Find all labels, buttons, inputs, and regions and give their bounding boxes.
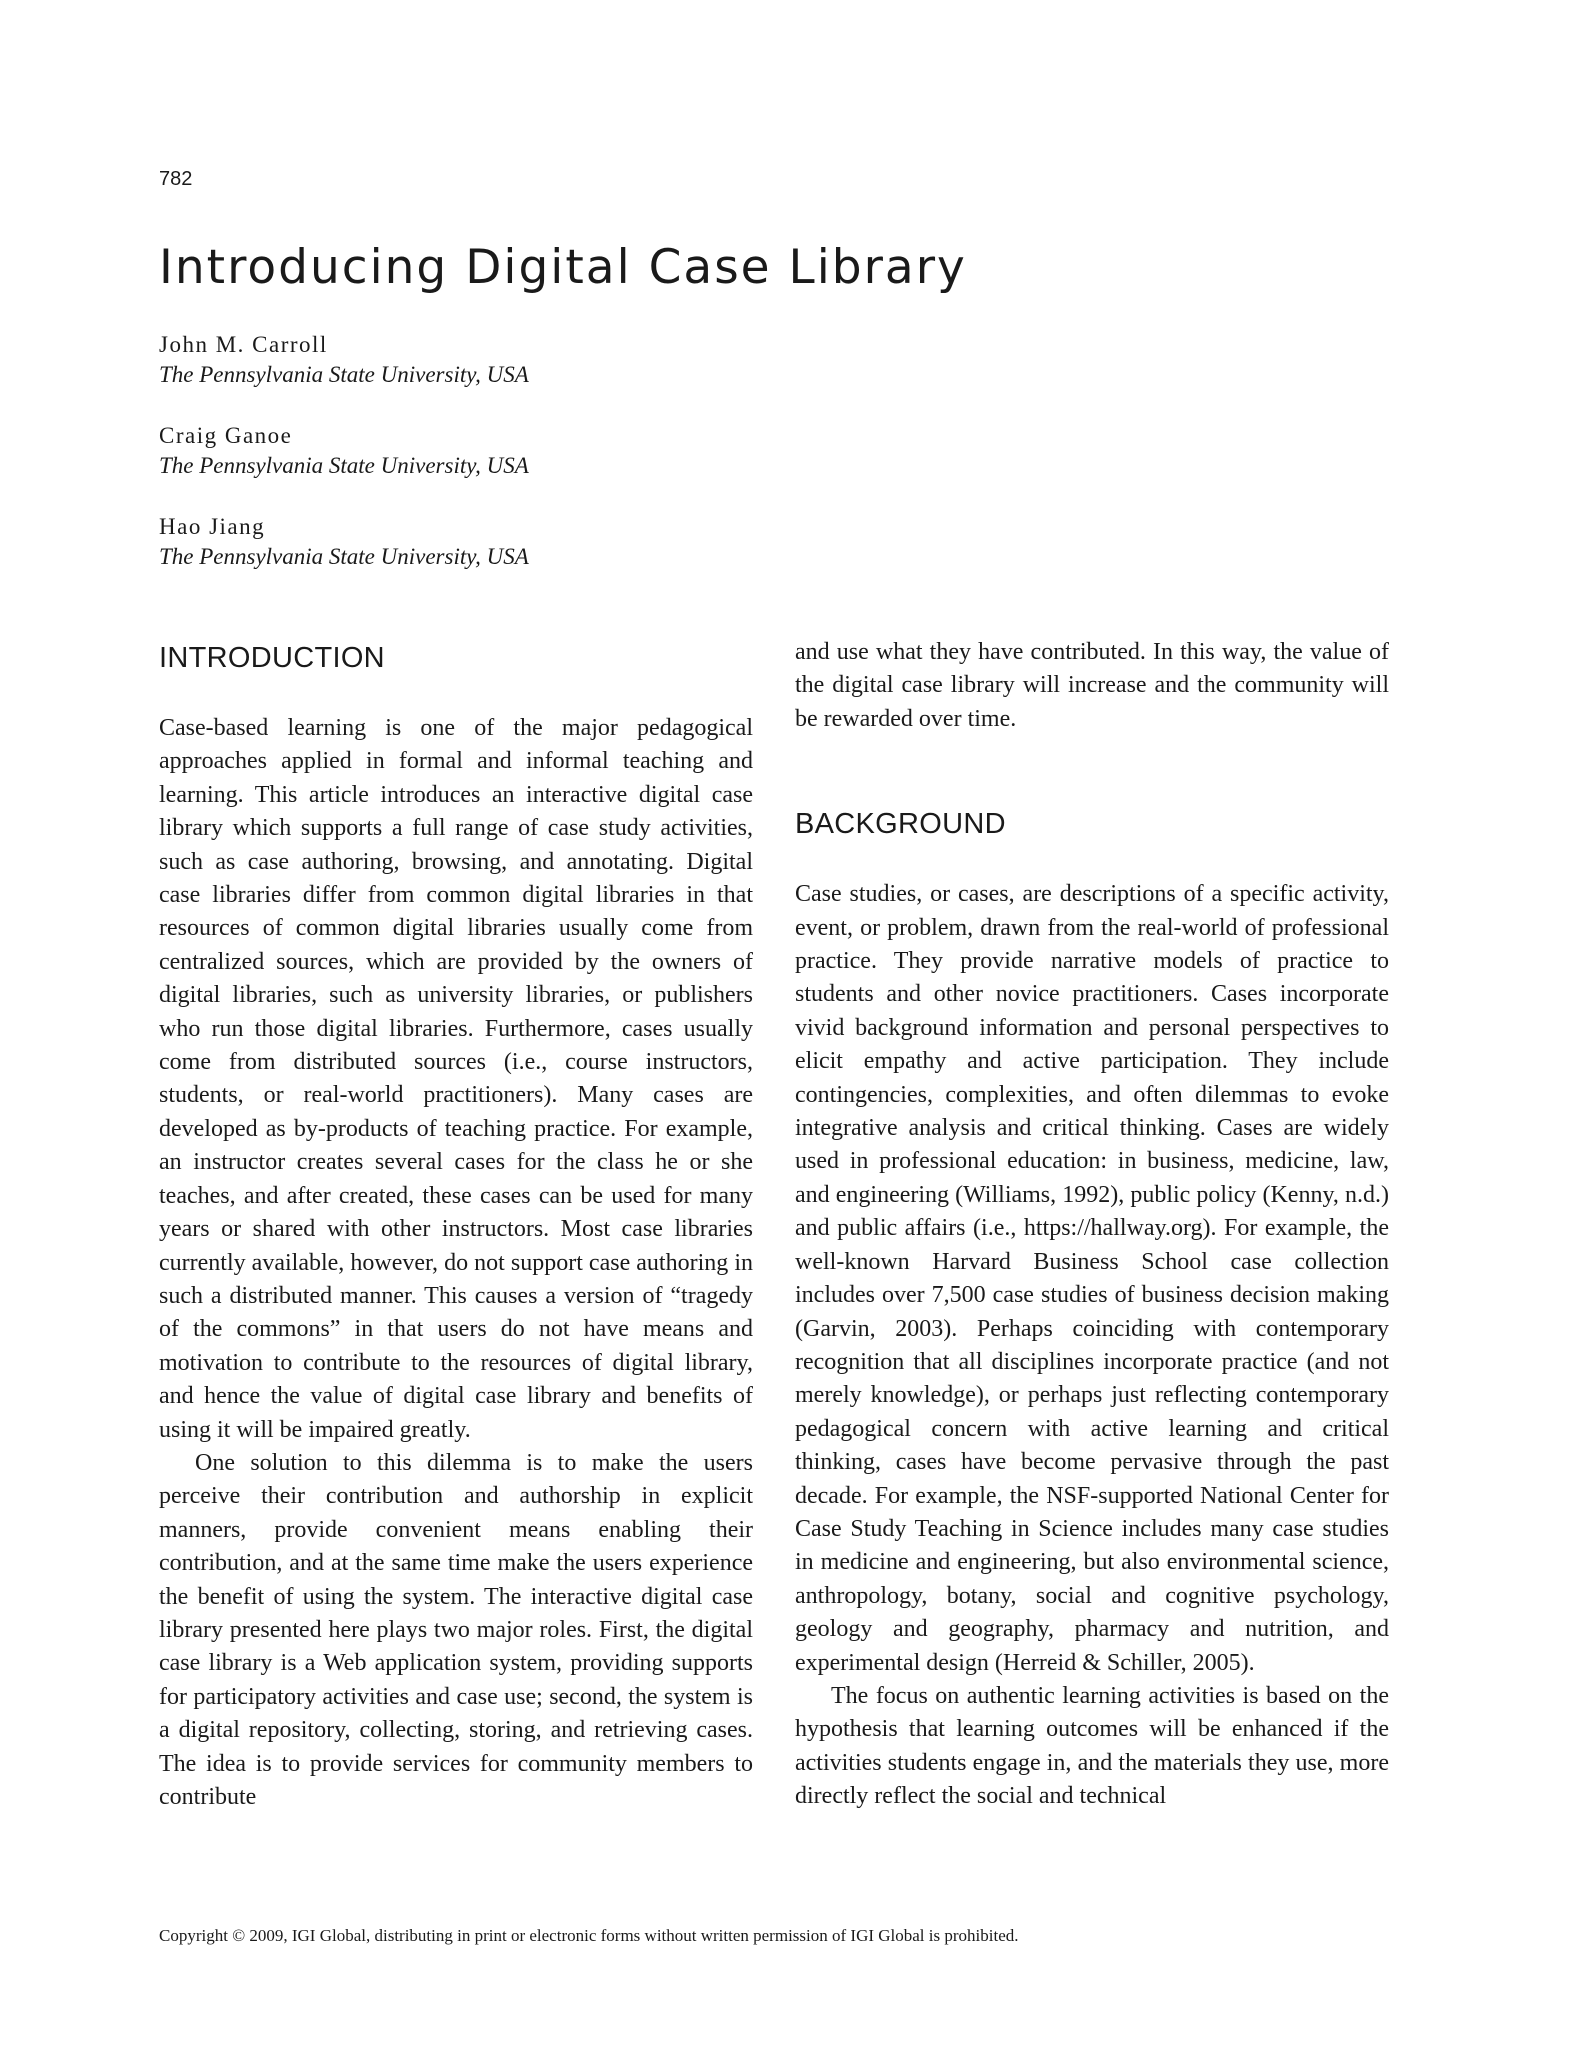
author-affiliation: The Pennsylvania State University, USA bbox=[159, 362, 529, 387]
left-column bbox=[159, 636, 753, 1814]
introduction-heading: INTRODUCTION bbox=[159, 642, 385, 674]
author-affiliation: The Pennsylvania State University, USA bbox=[159, 544, 529, 569]
author-affiliation: The Pennsylvania State University, USA bbox=[159, 453, 529, 478]
introduction-continuation-paragraph: and use what they have contributed. In this way, the value of the digital case library will increase and the community will be rewarded over time. bbox=[795, 639, 1389, 732]
background-paragraph: The focus on authentic learning activities is based on the hypothesis that learning outcomes will be enhanced if the activities students engage in, and the materials they use, more directly reflect the social and technical bbox=[795, 1682, 1389, 1810]
page-number: 782 bbox=[159, 168, 193, 190]
author-list bbox=[159, 330, 859, 603]
author-block bbox=[159, 330, 859, 390]
introduction-paragraph: One solution to this dilemma is to make the users perceive their contribution and authorship in explicit manners, provide convenient means enabling their contribution, and at the same time make the users experience the benefit of using the system. The interactive digital case library presented here plays two major roles. First, the digital case library is a Web application system, providing supports for participatory activities and case use; second, the system is a digital repository, collecting, storing, and retrieving cases. The idea is to provide services for community members to contribute bbox=[159, 1449, 753, 1810]
introduction-paragraph: Case-based learning is one of the major pedagogical approaches applied in formal and informal teaching and learning. This article introduces an interactive digital case library which supports a full range of case study activities, such as case authoring, browsing, and annotating. Digital case libraries differ from common digital libraries in that resources of common digital libraries usually come from centralized sources, which are provided by the owners of digital libraries, such as university libraries, or publishers who run those digital libraries. Furthermore, cases usually come from distributed sources (i.e., course instructors, students, or real-world practitioners). Many cases are developed as by-products of teaching practice. For example, an instructor creates several cases for the class he or she teaches, and after created, these cases can be used for many years or shared with other instructors. Most case libraries currently available, however, do not support case authoring in such a distributed manner. This causes a version of “tragedy of the commons” in that users do not have means and motivation to contribute to the resources of digital library, and hence the value of digital case library and benefits of using it will be impaired greatly. bbox=[159, 715, 753, 1443]
author-name: John M. Carroll bbox=[159, 332, 328, 357]
background-heading: BACKGROUND bbox=[795, 808, 1006, 841]
author-block bbox=[159, 421, 859, 481]
background-paragraph: Case studies, or cases, are descriptions of a specific activity, event, or problem, drawn from the real-world of professional practice. They provide narrative models of practice to students and other novice practitioners. Cases incorporate vivid background information and personal perspectives to elicit empathy and active participation. They include contingencies, complexities, and often dilemmas to evoke integrative analysis and critical thinking. Cases are widely used in professional education: in business, medicine, law, and engineering (Williams, 1992), public policy (Kenny, n.d.) and public affairs (i.e., https://hallway.org). For example, the well-known Harvard Business School case collection includes over 7,500 case studies of business decision making (Garvin, 2003). Perhaps coinciding with contemporary recognition that all disciplines incorporate practice (and not merely knowledge), or perhaps just reflecting contemporary pedagogical concern with active learning and critical thinking, cases have become pervasive through the past decade. For example, the NSF-supported National Center for Case Study Teaching in Science includes many case studies in medicine and engineering, but also environmental science, anthropology, botany, social and cognitive psychology, geology and geography, pharmacy and nutrition, and experimental design (Herreid & Schiller, 2005). bbox=[795, 881, 1389, 1676]
copyright-notice: Copyright © 2009, IGI Global, distributing in print or electronic forms without written permission of IGI Global is prohibited. bbox=[159, 1926, 1019, 1945]
author-block bbox=[159, 512, 859, 572]
author-name: Hao Jiang bbox=[159, 514, 266, 539]
article-title: Introducing Digital Case Library bbox=[159, 240, 967, 295]
right-column bbox=[795, 636, 1389, 1814]
author-name: Craig Ganoe bbox=[159, 423, 293, 448]
